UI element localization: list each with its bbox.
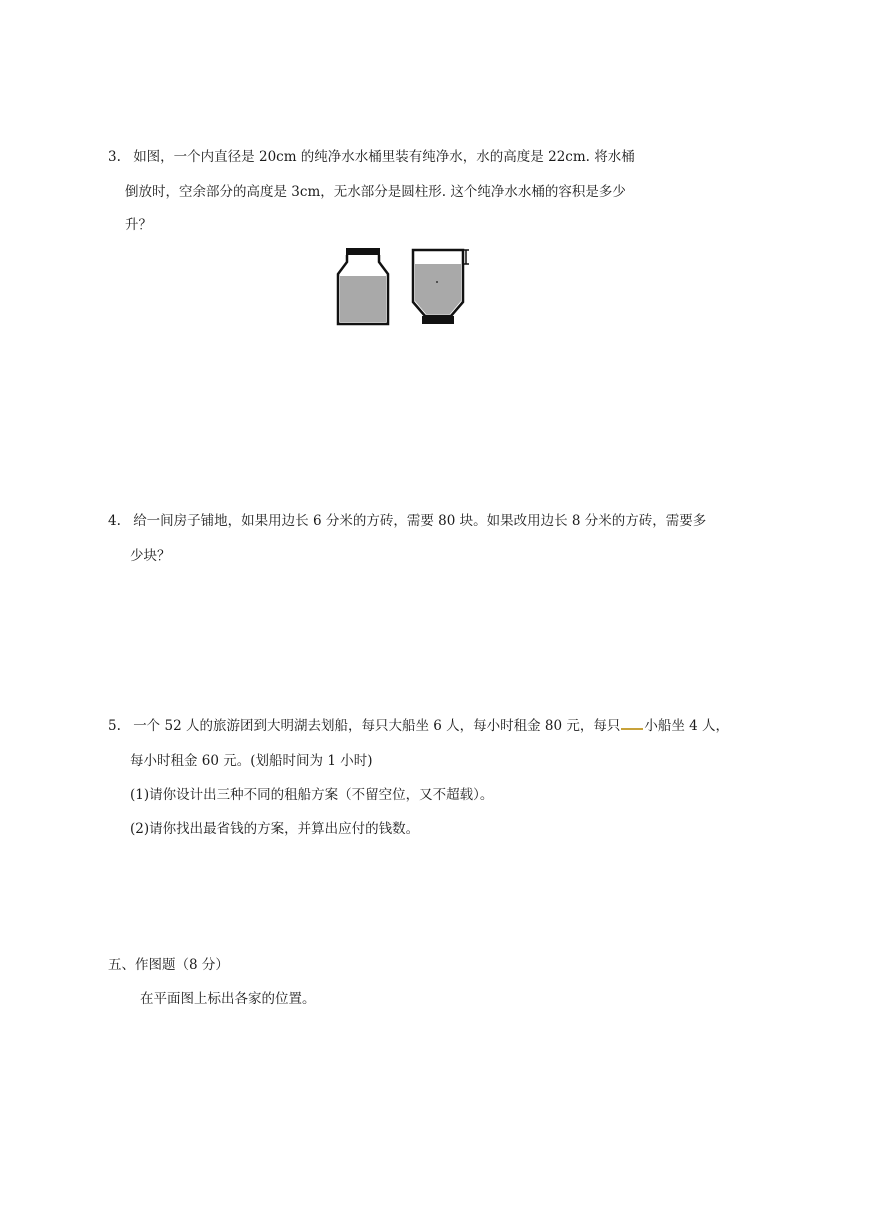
q4-line-1 — [108, 512, 706, 530]
upright-bucket-icon — [338, 248, 388, 324]
q4-text-2: 少块？ — [130, 548, 171, 564]
q5-text-1a: 一个 52 人的旅游团到大明湖去划船，每只大船坐 6 人，每小时租金 80 元，每只 — [133, 718, 621, 734]
q5-text-2: 每小时租金 60 元。(划船时间为 1 小时) — [130, 753, 373, 769]
q3-text-3: 升？ — [125, 217, 152, 233]
q4-number: 4. — [108, 513, 121, 529]
q5-sub-2: (2)请你找出最省钱的方案，并算出应付的钱数。 — [130, 821, 420, 837]
q3-line-1 — [108, 148, 635, 166]
section-5-title: 五、作图题（8 分） — [108, 957, 229, 973]
q3-text-1: 如图，一个内直径是 20cm 的纯净水水桶里装有纯净水，水的高度是 22cm. 将水桶 — [133, 149, 635, 165]
q5-sub-1: (1)请你设计出三种不同的租船方案（不留空位，又不超载）。 — [130, 787, 494, 803]
q5-line-1 — [108, 717, 729, 735]
q3-text-2: 倒放时，空余部分的高度是 3cm，无水部分是圆柱形. 这个纯净水水桶的容积是多少 — [125, 184, 626, 200]
q5-text-1b: 小船坐 4 人， — [644, 718, 730, 734]
inverted-bucket-icon — [413, 250, 469, 324]
bucket-figure — [333, 246, 473, 328]
q3-number: 3. — [108, 149, 121, 165]
q5-number: 5. — [108, 718, 121, 734]
q4-text-1: 给一间房子铺地，如果用边长 6 分米的方砖，需要 80 块。如果改用边长 8 分米的方砖，需要多 — [133, 513, 707, 529]
answer-blank — [621, 718, 643, 730]
section-5-instruction: 在平面图上标出各家的位置。 — [140, 991, 316, 1007]
